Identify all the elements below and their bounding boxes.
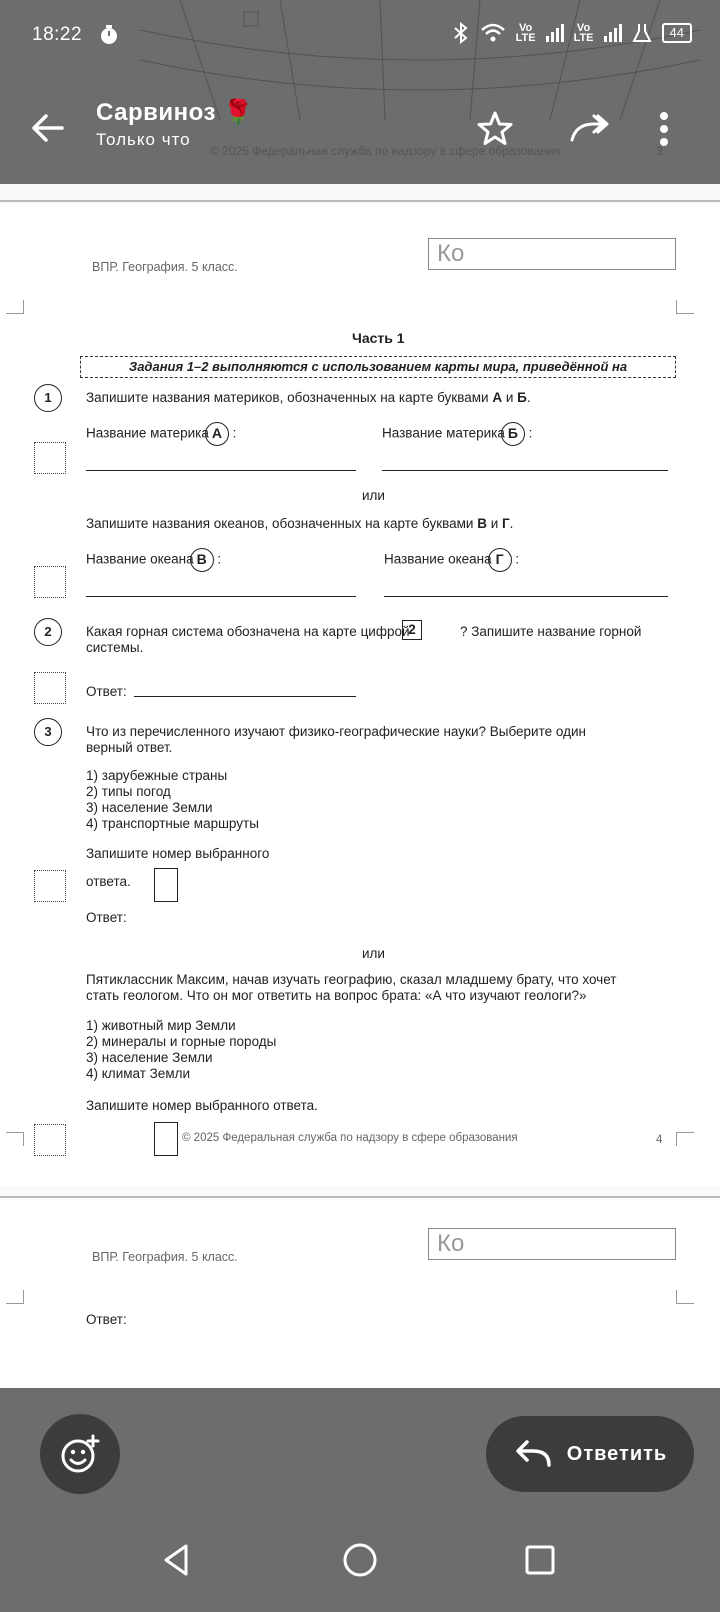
question-3-text-line2: верный ответ.: [86, 740, 173, 755]
code-box: Ко: [428, 1228, 676, 1260]
question-number: 3: [34, 718, 62, 746]
letter-v: В: [190, 548, 214, 572]
option: 4) транспортные маршруты: [86, 816, 259, 831]
score-box: [34, 870, 66, 902]
document-page: [0, 1200, 720, 1388]
system-nav-bar: [0, 1500, 720, 1612]
crop-mark: [6, 1132, 24, 1146]
page-divider: [0, 1196, 720, 1198]
alt-question-text-2: стать геологом. Что он мог ответить на вопрос брата: «А что изучают геологи?»: [86, 988, 587, 1003]
option: 1) животный мир Земли: [86, 1018, 236, 1033]
reply-button[interactable]: [486, 1416, 694, 1492]
signal-icon-2: [604, 24, 622, 42]
nav-recents-icon[interactable]: [520, 1540, 560, 1580]
emoji-reaction-button[interactable]: [40, 1414, 120, 1494]
crop-mark: [676, 1132, 694, 1146]
document-viewer[interactable]: [0, 184, 720, 1388]
part-title: Часть 1: [352, 330, 405, 346]
digit-box: 2: [402, 620, 422, 640]
answer-line: [134, 696, 356, 697]
option: 4) климат Земли: [86, 1066, 191, 1081]
continent-a-label: Название материка А :: [86, 422, 236, 446]
battery-indicator: 44: [662, 23, 692, 43]
ocean-g-label: Название океана Г :: [384, 548, 519, 572]
nav-back-icon[interactable]: [158, 1540, 198, 1580]
score-box: [34, 566, 66, 598]
letter-g: Г: [488, 548, 512, 572]
answer-line: [382, 470, 668, 471]
question-2-text-cont: ? Запишите название горной: [460, 624, 642, 639]
option: 1) зарубежные страны: [86, 768, 228, 783]
document-page: [0, 204, 720, 1186]
reply-arrow-icon: [513, 1439, 553, 1469]
score-box: [34, 672, 66, 704]
question-number: 2: [34, 618, 62, 646]
answer-line: [86, 470, 356, 471]
option: 3) население Земли: [86, 1050, 213, 1065]
volte-label-2: Vo LTE: [573, 22, 594, 44]
reply-label: Ответить: [566, 1442, 668, 1465]
page-divider: [0, 200, 720, 202]
letter-b: Б: [501, 422, 525, 446]
footer-copyright: © 2025 Федеральная служба по надзору в сфере образования: [182, 1132, 518, 1144]
code-box: Ко: [428, 238, 676, 270]
faint-copyright: © 2025 Федеральная служба по надзору в сфере образования: [210, 144, 561, 158]
volte-label: Vo LTE: [515, 22, 536, 44]
question-2-text-line2: системы.: [86, 640, 144, 655]
signal-icon: [546, 24, 564, 42]
running-head: ВПР. География. 5 класс.: [92, 260, 238, 274]
timer-icon: [98, 24, 120, 46]
write-instruction-2: ответа.: [86, 874, 131, 889]
crop-mark: [676, 1290, 694, 1304]
clock: 18:22: [32, 24, 83, 45]
score-box: [34, 1124, 66, 1156]
tasks-banner: Задания 1–2 выполняются с использованием карты мира, приведённой на: [80, 356, 676, 378]
question-3-text: Что из перечисленного изучают физико-географические науки? Выберите один: [86, 724, 586, 739]
crop-mark: [6, 1290, 24, 1304]
flask-icon: [632, 22, 652, 44]
forward-icon[interactable]: [568, 108, 610, 150]
faint-page-number: 3: [656, 144, 663, 158]
question-2-text: Какая горная система обозначена на карте цифрой: [86, 624, 410, 639]
answer-cell: [154, 868, 178, 902]
answer-label: Ответ:: [86, 684, 127, 699]
option: 2) типы погод: [86, 784, 171, 799]
nav-home-icon[interactable]: [340, 1540, 380, 1580]
write-instruction: Запишите номер выбранного: [86, 846, 270, 861]
answer-line: [86, 596, 356, 597]
crop-mark: [6, 300, 24, 314]
sender-name: Сарвиноз 🌹: [96, 99, 254, 126]
page-number: 4: [656, 1134, 663, 1146]
star-icon[interactable]: [474, 108, 516, 150]
or-label: или: [362, 946, 385, 961]
add-reaction-icon: [40, 1414, 120, 1494]
option: 3) население Земли: [86, 800, 213, 815]
score-box: [34, 442, 66, 474]
or-label: или: [362, 488, 385, 503]
write-instruction: Запишите номер выбранного ответа.: [86, 1098, 318, 1113]
bluetooth-icon: [452, 22, 470, 44]
reply-bar: [0, 1388, 720, 1612]
running-head: ВПР. География. 5 класс.: [92, 1250, 238, 1264]
question-1-alt-text: Запишите названия океанов, обозначенных на карте буквами В и Г.: [86, 516, 514, 531]
answer-label: Ответ:: [86, 1312, 127, 1327]
question-1-text: Запишите названия материков, обозначенных на карте буквами А и Б.: [86, 390, 531, 405]
status-bar: [0, 0, 720, 70]
alt-question-text: Пятиклассник Максим, начав изучать географию, сказал младшему брату, что хочет: [86, 972, 617, 987]
option: 2) минералы и горные породы: [86, 1034, 277, 1049]
answer-cell: [154, 1122, 178, 1156]
more-options-icon[interactable]: [654, 108, 674, 150]
chat-header: [0, 0, 720, 184]
answer-line: [384, 596, 668, 597]
crop-mark: [676, 300, 694, 314]
question-number: 1: [34, 384, 62, 412]
letter-a: А: [205, 422, 229, 446]
wifi-icon: [480, 22, 506, 44]
back-arrow-icon[interactable]: [28, 108, 68, 148]
continent-b-label: Название материка Б :: [382, 422, 532, 446]
ocean-v-label: Название океана В :: [86, 548, 221, 572]
message-time: Только что: [96, 130, 191, 149]
answer-label: Ответ:: [86, 910, 127, 925]
